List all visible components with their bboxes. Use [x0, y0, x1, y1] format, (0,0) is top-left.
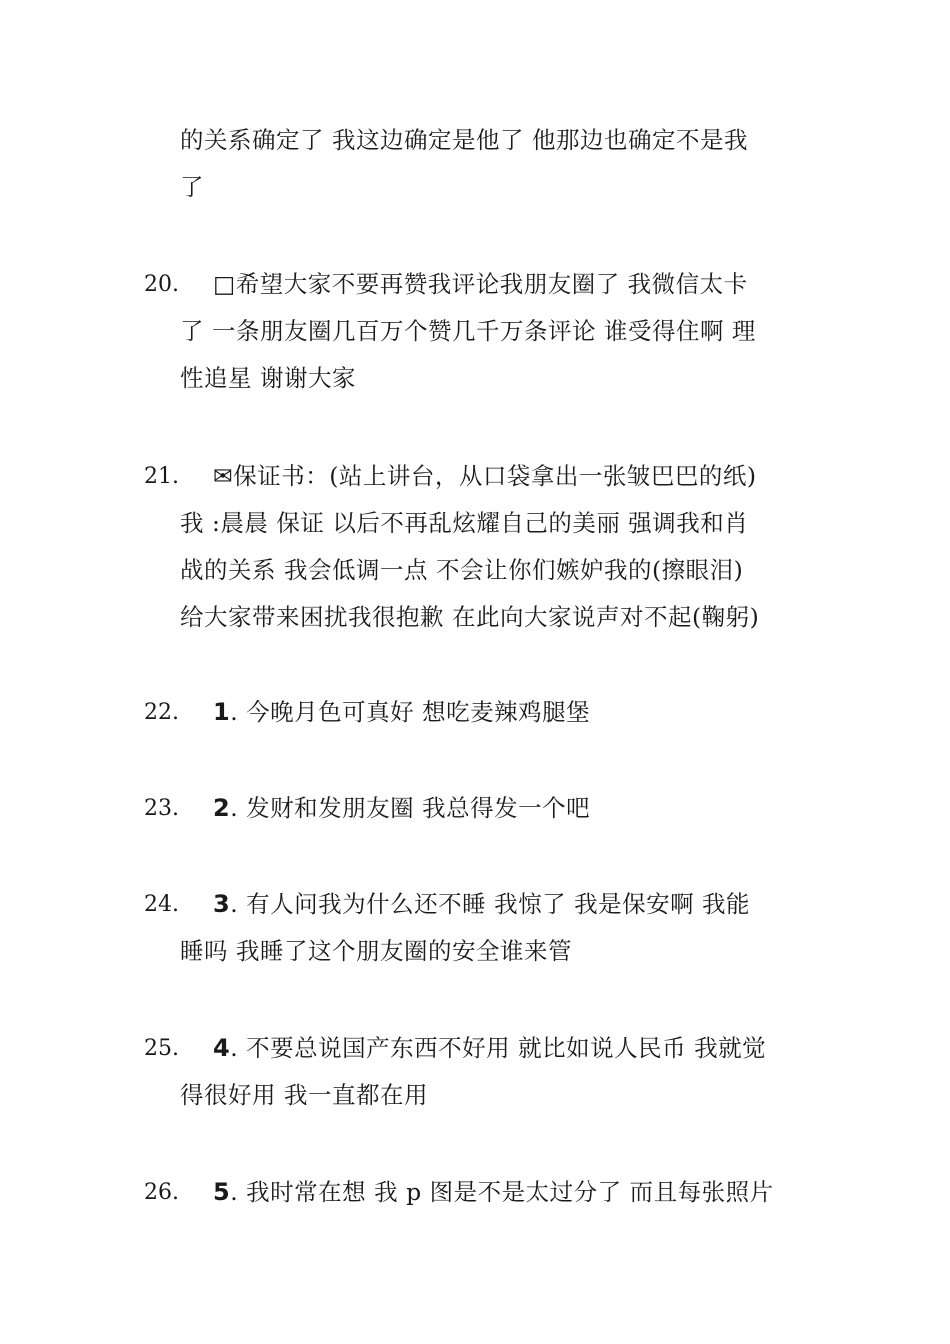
text-line: 的关系确定了 我这边确定是他了 他那边也确定不是我 [180, 126, 748, 154]
text-content: . 我时常在想 我 p 图是不是太过分了 而且每张照片 [230, 1178, 774, 1206]
item-number: 20. [144, 272, 179, 297]
text-line: □希望大家不要再赞我评论我朋友圈了 我微信太卡 [213, 270, 748, 298]
text-line: 了 一条朋友圈几百万个赞几千万条评论 谁受得住啊 理 [180, 317, 756, 345]
bold-number: 3 [213, 890, 231, 918]
text-line [180, 1025, 805, 1072]
list-item [180, 1025, 805, 1119]
continuation-paragraph [180, 117, 805, 211]
text-content: . 发财和发朋友圈 我总得发一个吧 [230, 794, 591, 822]
text-line: 性追星 谢谢大家 [180, 364, 356, 392]
list-item [180, 453, 805, 641]
item-number: 26. [144, 1180, 179, 1205]
text-line: 得很好用 我一直都在用 [180, 1081, 428, 1109]
text-line: ✉保证书：(站上讲台，从口袋拿出一张皱巴巴的纸) [213, 462, 757, 490]
text-line: 给大家带来困扰我很抱歉 在此向大家说声对不起(鞠躬) [180, 603, 760, 631]
text-line [180, 689, 805, 736]
item-number: 21. [144, 464, 179, 489]
item-number: 24. [144, 892, 179, 917]
text-content: . 有人问我为什么还不睡 我惊了 我是保安啊 我能 [230, 890, 751, 918]
bold-number: 2 [213, 794, 231, 822]
item-number: 25. [144, 1036, 179, 1061]
text-line [180, 785, 805, 832]
item-number: 22. [144, 700, 179, 725]
list-item [180, 785, 805, 832]
text-line: 我 :晨晨 保证 以后不再乱炫耀自己的美丽 强调我和肖 [180, 509, 749, 537]
text-line [180, 1169, 805, 1216]
list-item [180, 689, 805, 736]
list-item [180, 261, 805, 402]
text-line: 战的关系 我会低调一点 不会让你们嫉妒我的(擦眼泪) [180, 556, 744, 584]
text-content: . 不要总说国产东西不好用 就比如说人民币 我就觉 [230, 1034, 767, 1062]
bold-number: 5 [213, 1178, 231, 1206]
bold-number: 4 [213, 1034, 231, 1062]
text-content: . 今晚月色可真好 想吃麦辣鸡腿堡 [230, 698, 591, 726]
list-item [180, 1169, 805, 1216]
text-line: 了 [180, 173, 204, 201]
text-line [180, 881, 805, 928]
list-item [180, 881, 805, 975]
bold-number: 1 [213, 698, 231, 726]
item-number: 23. [144, 796, 179, 821]
text-line: 睡吗 我睡了这个朋友圈的安全谁来管 [180, 937, 572, 965]
